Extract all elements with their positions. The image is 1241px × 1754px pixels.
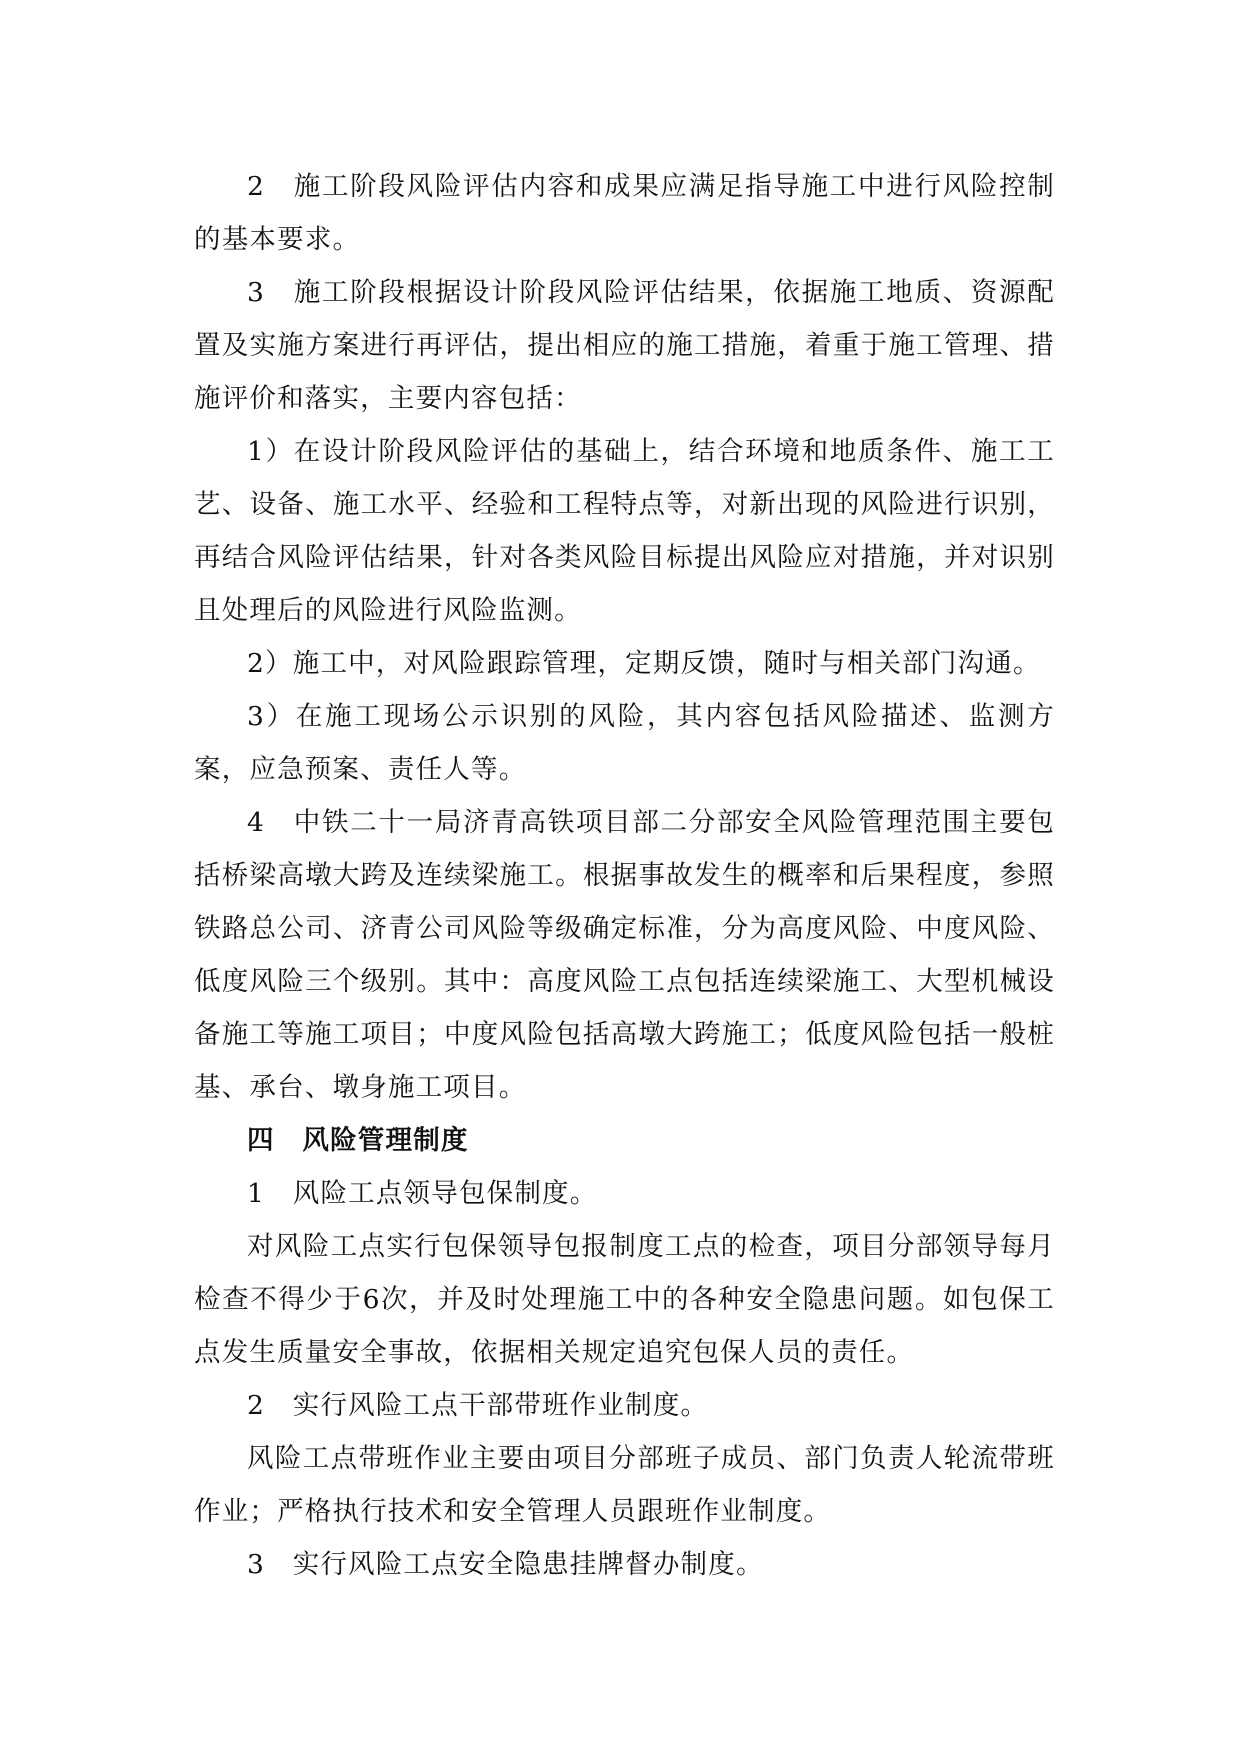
paragraph-leader-guarantee-title: 1 风险工点领导包保制度。 xyxy=(247,1178,598,1209)
paragraph-item-3-publicity: 3）在施工现场公示识别的风险，其内容包括风险描述、监测方案，应急预案、责任人等。 xyxy=(194,701,1055,785)
section-heading-risk-system: 四 风险管理制度 xyxy=(247,1125,469,1156)
paragraph-supervision-title: 3 实行风险工点安全隐患挂牌督办制度。 xyxy=(247,1549,764,1580)
paragraph-shift-duty-title: 2 实行风险工点干部带班作业制度。 xyxy=(247,1390,709,1421)
paragraph-stage-reassessment: 3 施工阶段根据设计阶段风险评估结果，依据施工地质、资源配置及实施方案进行再评估，提出相应的施工措施，着重于施工管理、措施评价和落实，主要内容包括： xyxy=(194,277,1055,414)
paragraph-management-scope: 4 中铁二十一局济青高铁项目部二分部安全风险管理范围主要包括桥梁高墩大跨及连续梁施工。根据事故发生的概率和后果程度，参照铁路总公司、济青公司风险等级确定标准，分为高度风险、中度风险、低度风险三个级别。其中：高度风险工点包括连续梁施工、大型机械设备施工等施工项目；中度风险包括高墩大跨施工；低度风险包括一般桩基、承台、墩身施工项目。 xyxy=(194,807,1055,1103)
paragraph-stage-assessment-requirement: 2 施工阶段风险评估内容和成果应满足指导施工中进行风险控制的基本要求。 xyxy=(194,171,1055,255)
paragraph-item-1-identification: 1）在设计阶段风险评估的基础上，结合环境和地质条件、施工工艺、设备、施工水平、经验和工程特点等，对新出现的风险进行识别，再结合风险评估结果，针对各类风险目标提出风险应对措施，并对识别且处理后的风险进行风险监测。 xyxy=(194,436,1055,626)
paragraph-item-2-tracking: 2）施工中，对风险跟踪管理，定期反馈，随时与相关部门沟通。 xyxy=(247,648,1041,679)
document-body xyxy=(194,160,1055,1591)
paragraph-leader-guarantee-body: 对风险工点实行包保领导包报制度工点的检查，项目分部领导每月检查不得少于6次，并及时处理施工中的各种安全隐患问题。如包保工点发生质量安全事故，依据相关规定追究包保人员的责任。 xyxy=(194,1231,1055,1368)
paragraph-shift-duty-body: 风险工点带班作业主要由项目分部班子成员、部门负责人轮流带班作业；严格执行技术和安全管理人员跟班作业制度。 xyxy=(194,1443,1055,1527)
